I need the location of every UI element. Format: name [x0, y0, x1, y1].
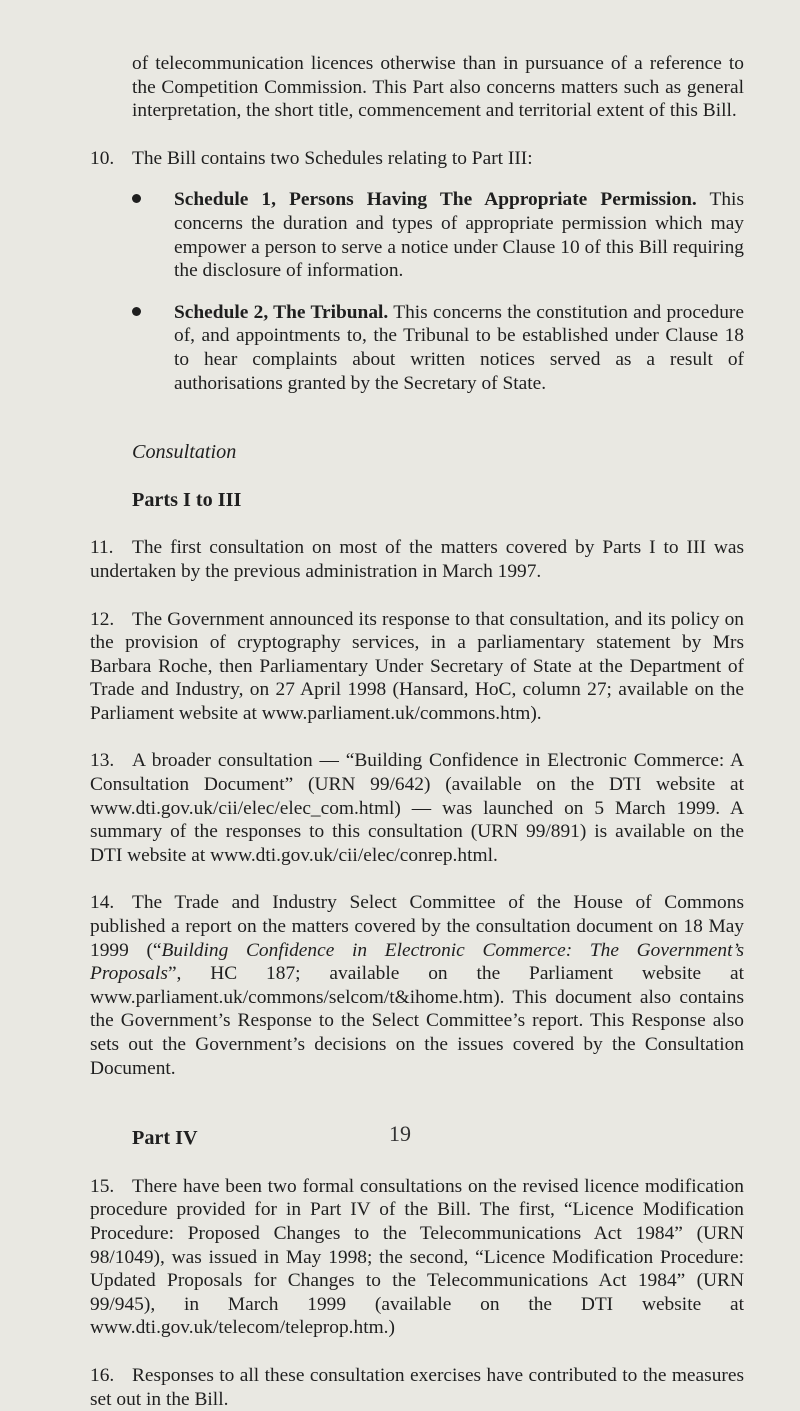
paragraph-text: There have been two formal consultations on the revised licence modification procedure provided for in Part IV of the Bill. The first, “Licence Modification Procedure: Proposed Changes to the Telecommunications Act 1984” (URN 98/1049), was issued in May 1998; the second, “Licence Modification Procedure: Updated Proposals for Changes to the Telecommunications Act 1984” (URN 99/945), in March 1999 (available on the DTI website at www.dti.gov.uk/telecom/teleprop.htm.)	[90, 1175, 744, 1339]
paragraph-text: Responses to all these consultation exercises have contributed to the measures set out in the Bill.	[90, 1364, 744, 1410]
schedule-1-bullet	[132, 188, 744, 282]
heading-part-iv: Part IV	[132, 1127, 198, 1150]
paragraph-number: 11.	[90, 537, 114, 559]
paragraph-text-continued: ”, HC 187; available on the Parliament website at www.parliament.uk/commons/selcom/t&ihome.htm). This document also contains the Government’s Response to the Select Committee’s report. This Response also sets out the Government’s decisions on the issues covered by the Consultation Document.	[90, 963, 744, 1079]
bullet-text: This concerns the constitution and procedure of, and appointments to, the Tribunal to be established under Clause 18 to hear complaints about written notices served as a result of authorisations granted by the Secretary of State.	[174, 301, 744, 394]
paragraph-number: 10.	[90, 147, 115, 169]
paragraph-12	[90, 608, 744, 726]
paragraph-11	[90, 536, 744, 583]
bullet-icon	[132, 307, 141, 316]
paragraph-text: The Trade and Industry Select Committee of the House of Commons published a report on the matters covered by the consultation document on 18 May 1999 (“	[90, 892, 744, 961]
paragraph-text: The first consultation on most of the matters covered by Parts I to III was undertaken by the previous administration in March 1997.	[90, 537, 744, 582]
paragraph-text: The Bill contains two Schedules relating to Part III:	[132, 147, 533, 169]
page-number: 19	[389, 1121, 411, 1146]
intro-paragraph: of telecommunication licences otherwise than in pursuance of a reference to the Competition Commission. This Part also concerns matters such as general interpretation, the short title, commencement and territorial extent of this Bill.	[132, 53, 744, 122]
paragraph-text: A broader consultation — “Building Confidence in Electronic Commerce: A Consultation Document” (URN 99/642) (available on the DTI website at www.dti.gov.uk/cii/elec/elec_com.html) — was launched on 5 March 1999. A summary of the responses to this consultation (URN 99/891) is available on the DTI website at www.dti.gov.uk/cii/elec/conrep.html.	[90, 750, 744, 866]
paragraph-16	[90, 1364, 744, 1411]
paragraph-number: 16.	[90, 1364, 115, 1386]
paragraph-10	[90, 147, 744, 171]
paragraph-number: 15.	[90, 1175, 115, 1197]
bullet-title: Schedule 2, The Tribunal.	[174, 301, 389, 323]
paragraph-number: 13.	[90, 750, 115, 772]
report-title: Building Confidence in Electronic Commerce: The Government’s Proposals	[90, 939, 744, 985]
heading-parts-i-to-iii: Parts I to III	[132, 488, 242, 511]
bullet-title: Schedule 1, Persons Having The Appropriate Permission.	[174, 189, 697, 211]
heading-consultation: Consultation	[132, 441, 237, 464]
paragraph-13	[90, 749, 744, 867]
schedule-2-bullet	[132, 301, 744, 395]
paragraph-number: 14.	[90, 892, 115, 914]
bullet-icon	[132, 194, 141, 203]
paragraph-number: 12.	[90, 608, 115, 630]
bullet-text: This concerns the duration and types of appropriate permission which may empower a person to serve a notice under Clause 10 of this Bill requiring the disclosure of information.	[174, 189, 744, 282]
paragraph-text: The Government announced its response to that consultation, and its policy on the provision of cryptography services, in a parliamentary statement by Mrs Barbara Roche, then Parliamentary Under Secretary of State at the Department of Trade and Industry, on 27 April 1998 (Hansard, HoC, column 27; available on the Parliament website at www.parliament.uk/commons.htm).	[90, 608, 744, 724]
paragraph-15	[90, 1175, 744, 1340]
paragraph-14	[90, 891, 744, 1080]
